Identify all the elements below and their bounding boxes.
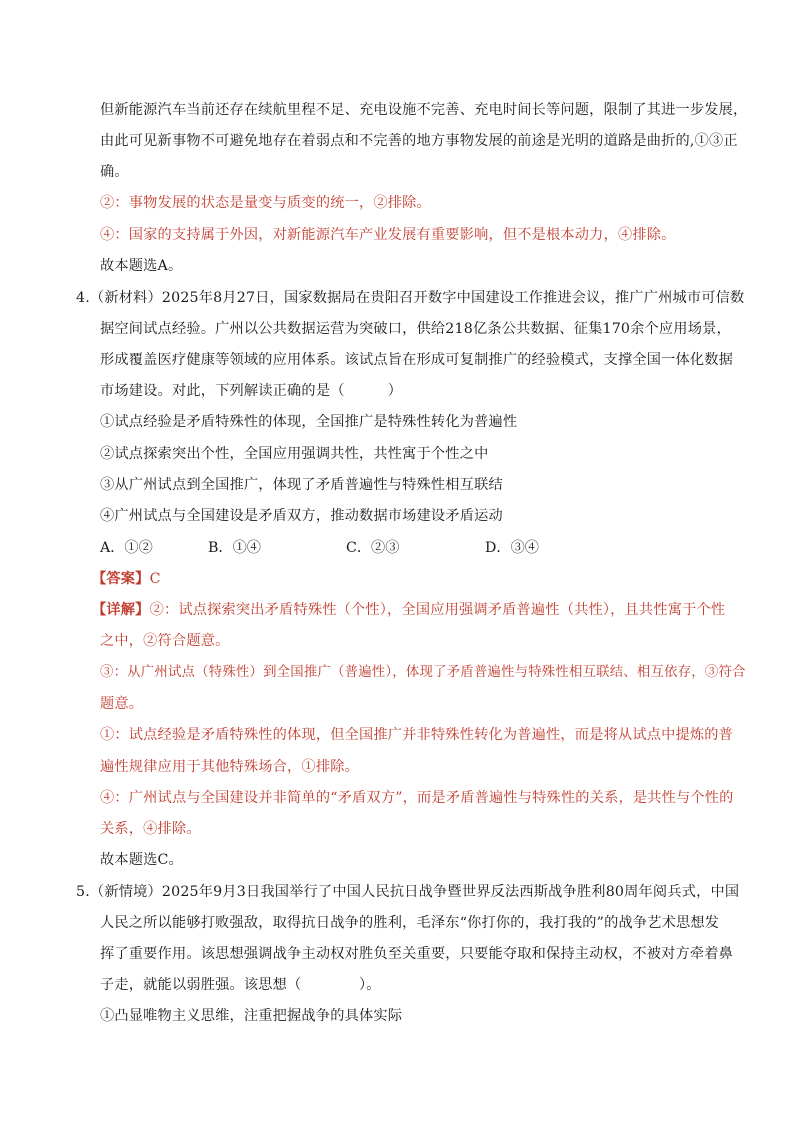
detail-text: ②：试点探索突出矛盾特殊性（个性），全国应用强调矛盾普遍性（共性），且共性寓于个性 xyxy=(149,602,726,618)
question-4-stem: 据空间试点经验。广州以公共数据运营为突破口，供给218亿条公共数据、征集170余个应用场景， xyxy=(100,321,731,337)
answer-line xyxy=(92,569,161,589)
question-5-stem: 5.（新情境）2025年9月3日我国举行了中国人民抗日战争暨世界反法西斯战争胜利80周年阅兵式，中国 xyxy=(76,884,740,900)
detail-line: ④：广州试点与全国建设并非简单的“矛盾双方”，而是矛盾普遍性与特殊性的关系，是共性与个性的 xyxy=(100,790,734,806)
explanation-line: 由此可见新事物不可避免地存在着弱点和不完善的地方事物发展的前途是光明的道路是曲折的,①③正 xyxy=(100,133,738,149)
conclusion-line: 故本题选A。 xyxy=(100,258,183,274)
question-5-stem: 子走，就能以弱胜强。该思想（ ）。 xyxy=(100,977,381,993)
detail-line: ①：试点经验是矛盾特殊性的体现，但全国推广并非特殊性转化为普遍性，而是将从试点中提炼的普 xyxy=(100,727,734,743)
detail-tag: 【详解】 xyxy=(92,602,150,618)
detail-line: 遍性规律应用于其他特殊场合，①排除。 xyxy=(100,759,359,775)
explanation-line-red: ④：国家的支持属于外因，对新能源汽车产业发展有重要影响，但不是根本动力，④排除。 xyxy=(100,227,676,243)
detail-line xyxy=(92,600,725,620)
explanation-line: 但新能源汽车当前还存在续航里程不足、充电设施不完善、充电时间长等问题，限制了其进一步发展， xyxy=(100,102,748,118)
conclusion-line: 故本题选C。 xyxy=(100,852,183,868)
answer-tag: 【答案】 xyxy=(92,571,150,587)
statement-3: ③从广州试点到全国推广，体现了矛盾普遍性与特殊性相互联结 xyxy=(100,477,503,493)
option-b: B．①④ xyxy=(208,540,261,556)
statement-2: ②试点探索突出个性，全国应用强调共性，共性寓于个性之中 xyxy=(100,446,489,462)
detail-line: 关系，④排除。 xyxy=(100,821,201,837)
statement-4: ④广州试点与全国建设是矛盾双方，推动数据市场建设矛盾运动 xyxy=(100,508,503,524)
question-5-stem: 挥了重要作用。该思想强调战争主动权对胜负至关重要，只要能夺取和保持主动权，不被对方牵着鼻 xyxy=(100,946,734,962)
question-4-stem: 市场建设。对此，下列解读正确的是（ ） xyxy=(100,383,403,399)
option-a: A．①② xyxy=(100,540,153,556)
answer-value: C xyxy=(149,571,161,587)
question-5-stem: 人民之所以能够打败强敌，取得抗日战争的胜利，毛泽东“你打你的，我打我的”的战争艺术思想发 xyxy=(100,915,720,931)
question-4-stem: 4.（新材料）2025年8月27日，国家数据局在贵阳召开数字中国建设工作推进会议，推广广州城市可信数 xyxy=(76,290,745,306)
option-c: C．②③ xyxy=(346,540,400,556)
statement-1: ①凸显唯物主义思维，注重把握战争的具体实际 xyxy=(100,1008,403,1024)
explanation-line: 确。 xyxy=(100,164,129,180)
option-d: D．③④ xyxy=(485,540,539,556)
explanation-line-red: ②：事物发展的状态是量变与质变的统一，②排除。 xyxy=(100,195,431,211)
statement-1: ①试点经验是矛盾特殊性的体现，全国推广是特殊性转化为普遍性 xyxy=(100,414,518,430)
detail-line: 之中，②符合题意。 xyxy=(100,633,230,649)
question-4-stem: 形成覆盖医疗健康等领域的应用体系。该试点旨在形成可复制推广的经验模式，支撑全国一体化数据 xyxy=(100,352,734,368)
detail-line: ③：从广州试点（特殊性）到全国推广（普遍性），体现了矛盾普遍性与特殊性相互联结、相互依存，③符合 xyxy=(100,665,746,680)
detail-line: 题意。 xyxy=(100,696,144,712)
